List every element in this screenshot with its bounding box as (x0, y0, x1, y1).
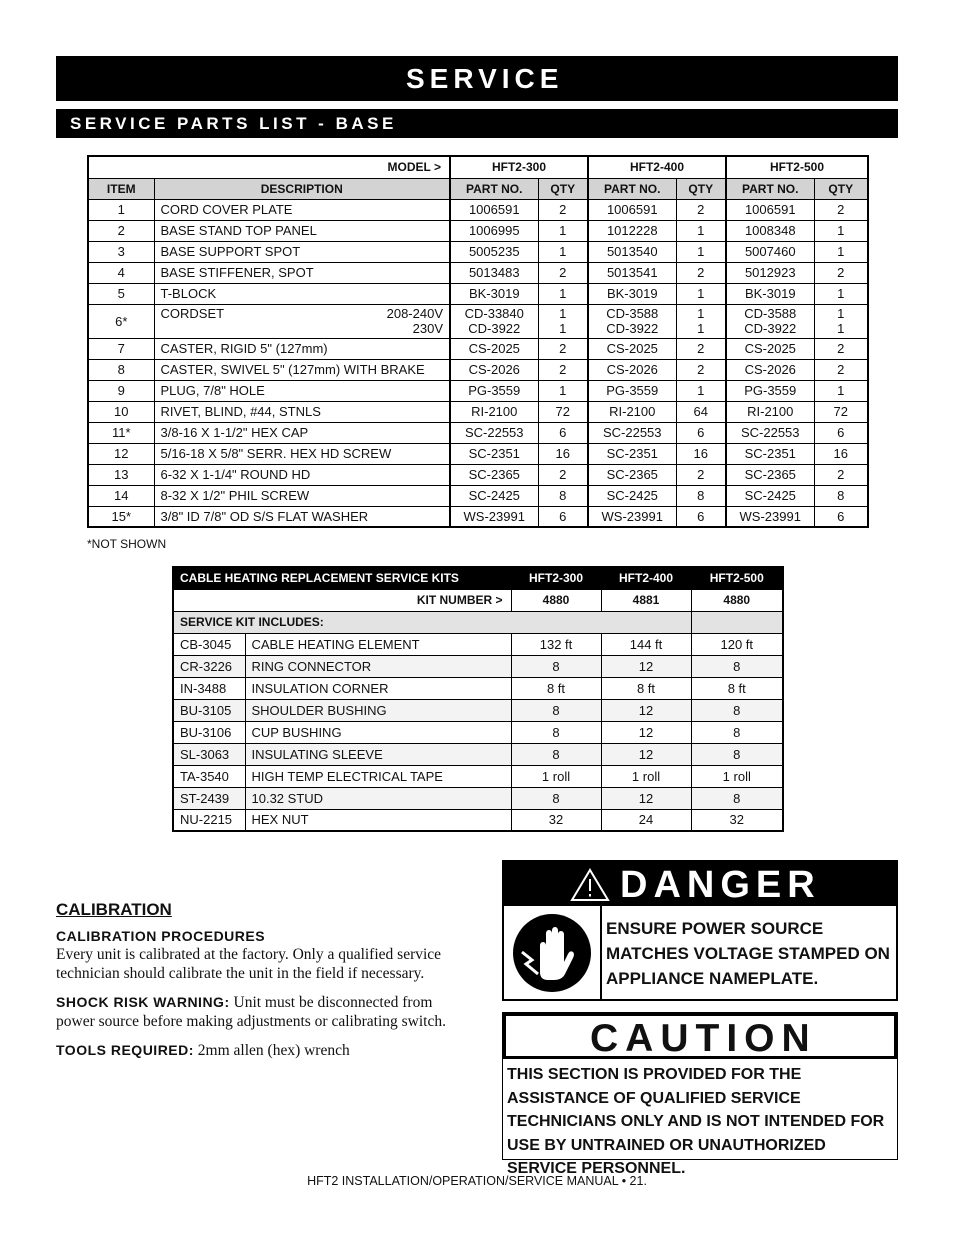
part-qty: 1 (814, 380, 868, 401)
kit-qty: 24 (601, 809, 691, 831)
part-number: BK-3019 (450, 283, 538, 304)
part-description: 3/8" ID 7/8" OD S/S FLAT WASHER (154, 506, 450, 527)
kit-number: 4880 (691, 589, 783, 611)
part-qty: 6 (814, 506, 868, 527)
part-number-value: CD-3922 (744, 321, 797, 336)
part-qty: 1 (676, 241, 726, 262)
table-row (88, 506, 868, 527)
kit-part-description: HIGH TEMP ELECTRICAL TAPE (245, 765, 511, 787)
kit-qty: 32 (511, 809, 601, 831)
table-row (88, 485, 868, 506)
part-qty: 2 (538, 338, 588, 359)
kit-qty: 8 (691, 743, 783, 765)
part-number: 5007460 (726, 241, 814, 262)
kit-qty: 1 roll (601, 765, 691, 787)
part-qty: 64 (676, 401, 726, 422)
part-number: 1006591 (588, 199, 676, 220)
kit-part-description: CUP BUSHING (245, 721, 511, 743)
item-number: 14 (88, 485, 154, 506)
part-qty: 16 (676, 443, 726, 464)
table-row (88, 283, 868, 304)
kit-includes-row (173, 611, 783, 633)
item-number: 7 (88, 338, 154, 359)
table-row (88, 380, 868, 401)
part-description (154, 304, 450, 338)
part-number: SC-22553 (726, 422, 814, 443)
table-row (88, 443, 868, 464)
kit-qty: 8 (691, 699, 783, 721)
hand-shock-icon (504, 906, 602, 999)
calibration-intro: Every unit is calibrated at the factory. Only a qualified service technician should calibrate the unit in the field if necessary. (56, 946, 442, 982)
part-number: CS-2025 (450, 338, 538, 359)
part-number: 1006591 (450, 199, 538, 220)
kit-model-header: HFT2-500 (691, 567, 783, 589)
model-label: MODEL > (88, 156, 450, 178)
kit-qty: 8 (511, 655, 601, 677)
part-number: RI-2100 (726, 401, 814, 422)
part-qty: 16 (538, 443, 588, 464)
kit-qty: 120 ft (691, 633, 783, 655)
kits-header-row (173, 567, 783, 589)
part-number: 5013541 (588, 262, 676, 283)
part-number: CS-2025 (726, 338, 814, 359)
model-row (88, 156, 868, 178)
part-qty: 2 (676, 464, 726, 485)
part-qty (538, 304, 588, 338)
part-number-value: CD-3922 (468, 321, 521, 336)
part-qty: 2 (676, 338, 726, 359)
column-header: QTY (676, 178, 726, 199)
part-number: WS-23991 (588, 506, 676, 527)
part-qty: 2 (814, 338, 868, 359)
kit-part-description: RING CONNECTOR (245, 655, 511, 677)
table-row (88, 422, 868, 443)
part-qty: 1 (676, 283, 726, 304)
calibration-heading: CALIBRATION (56, 900, 172, 919)
table-row (173, 677, 783, 699)
voltage-label: 208-240V (386, 306, 443, 321)
item-number: 3 (88, 241, 154, 262)
part-number: 1006591 (726, 199, 814, 220)
part-qty-value: 1 (559, 306, 567, 321)
kits-title: CABLE HEATING REPLACEMENT SERVICE KITS (173, 567, 511, 589)
table-row (173, 721, 783, 743)
kit-qty: 8 ft (601, 677, 691, 699)
part-description: 6-32 X 1-1/4" ROUND HD (154, 464, 450, 485)
table-row (88, 338, 868, 359)
caution-text: THIS SECTION IS PROVIDED FOR THE ASSISTANCE OF QUALIFIED SERVICE TECHNICIANS ONLY AND IS NOT INTENDED FOR USE BY UNTRAINED OR UNAUTHORIZED SERVICE PERSONNEL. (507, 1066, 885, 1177)
part-description: T-BLOCK (154, 283, 450, 304)
part-qty: 8 (538, 485, 588, 506)
part-number: WS-23991 (450, 506, 538, 527)
part-number: 5013540 (588, 241, 676, 262)
part-qty: 2 (814, 262, 868, 283)
kit-part-code: BU-3106 (173, 721, 245, 743)
table-row (88, 262, 868, 283)
kit-part-description: SHOULDER BUSHING (245, 699, 511, 721)
part-description: 8-32 X 1/2" PHIL SCREW (154, 485, 450, 506)
table-row (173, 655, 783, 677)
part-number: SC-2365 (588, 464, 676, 485)
kit-qty: 8 (691, 787, 783, 809)
part-qty (676, 304, 726, 338)
kit-qty: 8 (511, 699, 601, 721)
part-number: SC-2425 (588, 485, 676, 506)
kit-part-code: ST-2439 (173, 787, 245, 809)
kit-part-code: SL-3063 (173, 743, 245, 765)
item-number: 11* (88, 422, 154, 443)
item-number: 15* (88, 506, 154, 527)
model-header: HFT2-300 (450, 156, 588, 178)
calibration-section (56, 900, 466, 1070)
part-qty-value: 1 (697, 306, 705, 321)
part-qty: 6 (538, 422, 588, 443)
table-row (173, 633, 783, 655)
calibration-subheading: CALIBRATION PROCEDURES (56, 928, 266, 944)
part-number (726, 304, 814, 338)
table-row (88, 401, 868, 422)
column-header: QTY (814, 178, 868, 199)
kit-qty: 8 (511, 787, 601, 809)
part-qty: 1 (538, 380, 588, 401)
kit-qty: 1 roll (511, 765, 601, 787)
kit-part-description: HEX NUT (245, 809, 511, 831)
table-row (88, 220, 868, 241)
part-qty: 8 (676, 485, 726, 506)
caution-header (503, 1013, 897, 1059)
part-number: 1006995 (450, 220, 538, 241)
column-header: PART NO. (588, 178, 676, 199)
part-number-value: CD-3588 (606, 306, 659, 321)
danger-box (502, 860, 898, 1001)
item-number: 10 (88, 401, 154, 422)
part-description: RIVET, BLIND, #44, STNLS (154, 401, 450, 422)
kit-part-code: TA-3540 (173, 765, 245, 787)
danger-title: DANGER (620, 864, 821, 906)
kit-part-description: INSULATION CORNER (245, 677, 511, 699)
part-number: SC-22553 (450, 422, 538, 443)
part-number: SC-2365 (726, 464, 814, 485)
part-qty: 2 (538, 262, 588, 283)
part-qty (814, 304, 868, 338)
part-number: 1012228 (588, 220, 676, 241)
table-row (88, 359, 868, 380)
column-header-row (88, 178, 868, 199)
danger-header (504, 862, 896, 906)
part-number: SC-2365 (450, 464, 538, 485)
kit-part-description: CABLE HEATING ELEMENT (245, 633, 511, 655)
item-number: 5 (88, 283, 154, 304)
part-number: SC-2351 (726, 443, 814, 464)
item-number: 2 (88, 220, 154, 241)
part-number: RI-2100 (450, 401, 538, 422)
shock-warning-text: Unit must be disconnected from power source before making adjustments or calibrating switch. (56, 994, 446, 1030)
kit-model-header: HFT2-300 (511, 567, 601, 589)
part-qty: 2 (676, 262, 726, 283)
kit-qty: 144 ft (601, 633, 691, 655)
danger-text: ENSURE POWER SOURCE MATCHES VOLTAGE STAMPED ON APPLIANCE NAMEPLATE. (606, 919, 890, 988)
voltage-label: 230V (412, 321, 443, 336)
table-row (88, 199, 868, 220)
table-row (173, 809, 783, 831)
kit-part-description: INSULATING SLEEVE (245, 743, 511, 765)
kit-number-row (173, 589, 783, 611)
kit-model-header: HFT2-400 (601, 567, 691, 589)
item-number: 4 (88, 262, 154, 283)
kit-qty: 12 (601, 699, 691, 721)
part-qty: 2 (814, 464, 868, 485)
part-qty: 72 (538, 401, 588, 422)
item-number: 8 (88, 359, 154, 380)
part-number: 5012923 (726, 262, 814, 283)
column-header: PART NO. (450, 178, 538, 199)
part-number: 5013483 (450, 262, 538, 283)
tools-required-label: TOOLS REQUIRED: (56, 1042, 194, 1058)
table-row (88, 304, 868, 338)
kit-qty: 1 roll (691, 765, 783, 787)
part-qty-value: 1 (837, 321, 845, 336)
model-header: HFT2-500 (726, 156, 868, 178)
part-qty: 1 (814, 283, 868, 304)
page-footer: HFT2 INSTALLATION/OPERATION/SERVICE MANUAL • 21. (307, 1174, 647, 1188)
part-qty: 6 (538, 506, 588, 527)
table-row (173, 765, 783, 787)
part-qty: 2 (538, 199, 588, 220)
part-qty-value: 1 (837, 306, 845, 321)
part-qty: 2 (676, 199, 726, 220)
part-number: BK-3019 (726, 283, 814, 304)
section-title: SERVICE PARTS LIST - BASE (70, 114, 397, 133)
kit-part-description: 10.32 STUD (245, 787, 511, 809)
part-number: CS-2026 (726, 359, 814, 380)
caution-title: CAUTION (590, 1017, 817, 1060)
part-number: WS-23991 (726, 506, 814, 527)
part-number: SC-2425 (450, 485, 538, 506)
kit-part-code: NU-2215 (173, 809, 245, 831)
kit-part-code: IN-3488 (173, 677, 245, 699)
warning-triangle-icon (570, 868, 610, 902)
caution-box (502, 1012, 898, 1177)
not-shown-note: *NOT SHOWN (87, 537, 167, 551)
column-header: PART NO. (726, 178, 814, 199)
kit-part-code: BU-3105 (173, 699, 245, 721)
kit-qty: 12 (601, 655, 691, 677)
part-number (588, 304, 676, 338)
part-qty-value: 1 (559, 321, 567, 336)
part-description: CASTER, RIGID 5" (127mm) (154, 338, 450, 359)
shock-warning (56, 993, 466, 1031)
kit-includes-label: SERVICE KIT INCLUDES: (173, 611, 691, 633)
part-qty: 1 (676, 380, 726, 401)
part-number: CS-2025 (588, 338, 676, 359)
part-number: CS-2026 (588, 359, 676, 380)
kit-qty: 12 (601, 721, 691, 743)
service-banner (56, 56, 898, 101)
kit-part-code: CR-3226 (173, 655, 245, 677)
part-qty: 6 (676, 422, 726, 443)
part-description: BASE STIFFENER, SPOT (154, 262, 450, 283)
part-number-value: CD-3922 (606, 321, 659, 336)
table-row (88, 241, 868, 262)
part-qty: 1 (538, 220, 588, 241)
kit-qty: 12 (601, 787, 691, 809)
kit-includes-blank (691, 611, 783, 633)
item-number: 13 (88, 464, 154, 485)
column-header: DESCRIPTION (154, 178, 450, 199)
part-number: SC-2351 (450, 443, 538, 464)
part-qty: 2 (814, 359, 868, 380)
tools-required (56, 1041, 466, 1060)
column-header: ITEM (88, 178, 154, 199)
item-number: 1 (88, 199, 154, 220)
table-row (173, 743, 783, 765)
kit-qty: 8 (511, 743, 601, 765)
kit-qty: 8 (691, 721, 783, 743)
part-description: PLUG, 7/8" HOLE (154, 380, 450, 401)
model-header: HFT2-400 (588, 156, 726, 178)
part-qty: 2 (538, 464, 588, 485)
table-row (173, 787, 783, 809)
part-number: BK-3019 (588, 283, 676, 304)
shock-warning-label: SHOCK RISK WARNING: (56, 994, 230, 1010)
part-qty: 8 (814, 485, 868, 506)
kit-number-label: KIT NUMBER > (173, 589, 511, 611)
part-number: SC-22553 (588, 422, 676, 443)
part-number: SC-2351 (588, 443, 676, 464)
part-number-value: CD-3588 (744, 306, 797, 321)
part-qty: 2 (676, 359, 726, 380)
part-description-text: CORDSET (160, 306, 225, 321)
part-description: BASE SUPPORT SPOT (154, 241, 450, 262)
kit-number: 4880 (511, 589, 601, 611)
part-number: 1008348 (726, 220, 814, 241)
kit-qty: 12 (601, 743, 691, 765)
part-description: BASE STAND TOP PANEL (154, 220, 450, 241)
item-number: 6* (88, 304, 154, 338)
part-qty: 6 (676, 506, 726, 527)
table-row (88, 464, 868, 485)
kit-qty: 8 ft (691, 677, 783, 699)
part-number: PG-3559 (726, 380, 814, 401)
part-qty: 2 (814, 199, 868, 220)
page-title: SERVICE (406, 63, 564, 94)
part-description: 3/8-16 X 1-1/2" HEX CAP (154, 422, 450, 443)
part-number: SC-2425 (726, 485, 814, 506)
kit-qty: 8 (511, 721, 601, 743)
part-qty-value: 1 (697, 321, 705, 336)
kit-number: 4881 (601, 589, 691, 611)
part-qty: 6 (814, 422, 868, 443)
part-qty: 2 (538, 359, 588, 380)
part-number: PG-3559 (450, 380, 538, 401)
part-number: 5005235 (450, 241, 538, 262)
tools-required-text: 2mm allen (hex) wrench (193, 1042, 350, 1059)
kit-qty: 32 (691, 809, 783, 831)
kit-qty: 8 ft (511, 677, 601, 699)
part-description: 5/16-18 X 5/8" SERR. HEX HD SCREW (154, 443, 450, 464)
part-number (450, 304, 538, 338)
part-description: CORD COVER PLATE (154, 199, 450, 220)
part-qty: 1 (538, 241, 588, 262)
part-number: PG-3559 (588, 380, 676, 401)
kit-part-code: CB-3045 (173, 633, 245, 655)
part-description: CASTER, SWIVEL 5" (127mm) WITH BRAKE (154, 359, 450, 380)
table-row (173, 699, 783, 721)
item-number: 12 (88, 443, 154, 464)
section-banner (56, 109, 898, 138)
kit-qty: 132 ft (511, 633, 601, 655)
item-number: 9 (88, 380, 154, 401)
column-header: QTY (538, 178, 588, 199)
part-qty: 1 (814, 241, 868, 262)
part-number-value: CD-33840 (464, 306, 524, 321)
part-qty: 1 (538, 283, 588, 304)
part-qty: 72 (814, 401, 868, 422)
part-number: CS-2026 (450, 359, 538, 380)
part-qty: 1 (676, 220, 726, 241)
kit-qty: 8 (691, 655, 783, 677)
kits-table (172, 566, 784, 832)
parts-table (87, 155, 869, 528)
part-number: RI-2100 (588, 401, 676, 422)
part-qty: 1 (814, 220, 868, 241)
part-qty: 16 (814, 443, 868, 464)
